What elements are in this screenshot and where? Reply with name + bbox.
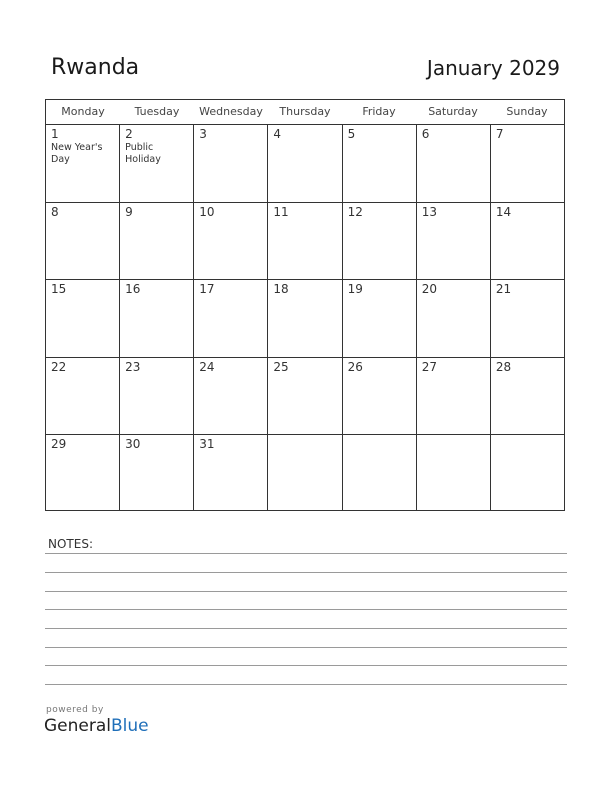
day-cell [193, 358, 267, 434]
day-number: 11 [273, 205, 289, 220]
month-year-title: January 2029 [426, 56, 560, 80]
day-cell [490, 280, 564, 356]
day-cell [267, 358, 341, 434]
week-row [46, 279, 564, 356]
day-cell [342, 435, 416, 511]
day-number: 23 [125, 359, 141, 374]
weekday-thursday: Thursday [279, 105, 331, 118]
notes-line [45, 684, 567, 685]
generalblue-logo [44, 716, 149, 736]
day-number: 18 [273, 282, 289, 297]
day-cell [342, 125, 416, 202]
day-number: 22 [51, 359, 67, 374]
day-cell [119, 125, 193, 202]
day-number: 20 [421, 282, 437, 297]
weekday-header-row [46, 100, 564, 125]
day-number: 29 [51, 436, 67, 451]
day-cell [193, 280, 267, 356]
day-cell [193, 125, 267, 202]
day-cell [416, 125, 490, 202]
day-cell [490, 358, 564, 434]
day-cell [416, 358, 490, 434]
day-number: 8 [51, 205, 59, 220]
day-number: 13 [421, 205, 437, 220]
day-cell [267, 203, 341, 279]
day-cell [416, 435, 490, 511]
day-number: 17 [199, 282, 215, 297]
day-number: 16 [125, 282, 141, 297]
notes-line [45, 609, 567, 610]
day-cell [267, 125, 341, 202]
day-cell [342, 358, 416, 434]
day-cell [46, 280, 119, 356]
day-cell [416, 203, 490, 279]
day-cell [342, 203, 416, 279]
notes-line [45, 647, 567, 648]
holiday-label: Public Holiday [125, 142, 161, 165]
day-number: 27 [421, 359, 437, 374]
day-number: 6 [421, 127, 430, 141]
day-cell [119, 435, 193, 511]
notes-line [45, 628, 567, 629]
holiday-label: New Year's Day [51, 142, 103, 165]
day-cell [119, 203, 193, 279]
day-number: 14 [495, 205, 512, 220]
day-number: 26 [347, 359, 363, 374]
day-number: 4 [273, 127, 282, 141]
weekday-wednesday: Wednesday [199, 105, 263, 118]
day-cell [416, 280, 490, 356]
day-number: 28 [495, 359, 512, 374]
day-cell [46, 203, 119, 279]
day-cell [46, 358, 119, 434]
brand-general: General [44, 716, 111, 736]
day-number: 21 [495, 282, 512, 297]
day-number: 15 [51, 282, 67, 297]
day-cell [46, 435, 119, 511]
week-row [46, 434, 564, 511]
day-number: 3 [199, 127, 207, 141]
day-cell [342, 280, 416, 356]
weekday-sunday: Sunday [506, 105, 548, 118]
day-cell [193, 203, 267, 279]
day-number: 1 [51, 127, 59, 141]
day-cell [193, 435, 267, 511]
day-number: 25 [273, 359, 289, 374]
weekday-tuesday: Tuesday [134, 105, 180, 118]
day-cell [119, 280, 193, 356]
day-cell [490, 203, 564, 279]
notes-line [45, 665, 567, 666]
weekday-monday: Monday [61, 105, 105, 118]
day-number: 9 [125, 205, 133, 220]
week-row [46, 357, 564, 434]
calendar-grid [45, 99, 565, 511]
day-number: 31 [199, 436, 215, 451]
day-number: 24 [199, 359, 215, 374]
brand-blue: Blue [111, 716, 149, 736]
day-number: 10 [199, 205, 215, 220]
day-number: 7 [495, 127, 504, 141]
notes-line [45, 572, 567, 573]
day-cell [267, 280, 341, 356]
country-title: Rwanda [51, 55, 140, 80]
day-cell [490, 435, 564, 511]
notes-line [45, 553, 567, 554]
day-cell [490, 125, 564, 202]
day-number: 12 [347, 205, 363, 220]
day-cell [119, 358, 193, 434]
powered-by-text: powered by [46, 705, 104, 715]
weekday-friday: Friday [362, 105, 396, 118]
notes-line [45, 591, 567, 592]
week-row [46, 125, 564, 202]
day-number: 2 [125, 127, 133, 141]
day-cell [267, 435, 341, 511]
week-row [46, 202, 564, 279]
day-number: 19 [347, 282, 363, 297]
notes-label: NOTES: [48, 537, 93, 551]
weekday-saturday: Saturday [428, 105, 478, 118]
day-cell [46, 125, 119, 202]
day-number: 30 [125, 436, 141, 451]
day-number: 5 [347, 127, 356, 141]
